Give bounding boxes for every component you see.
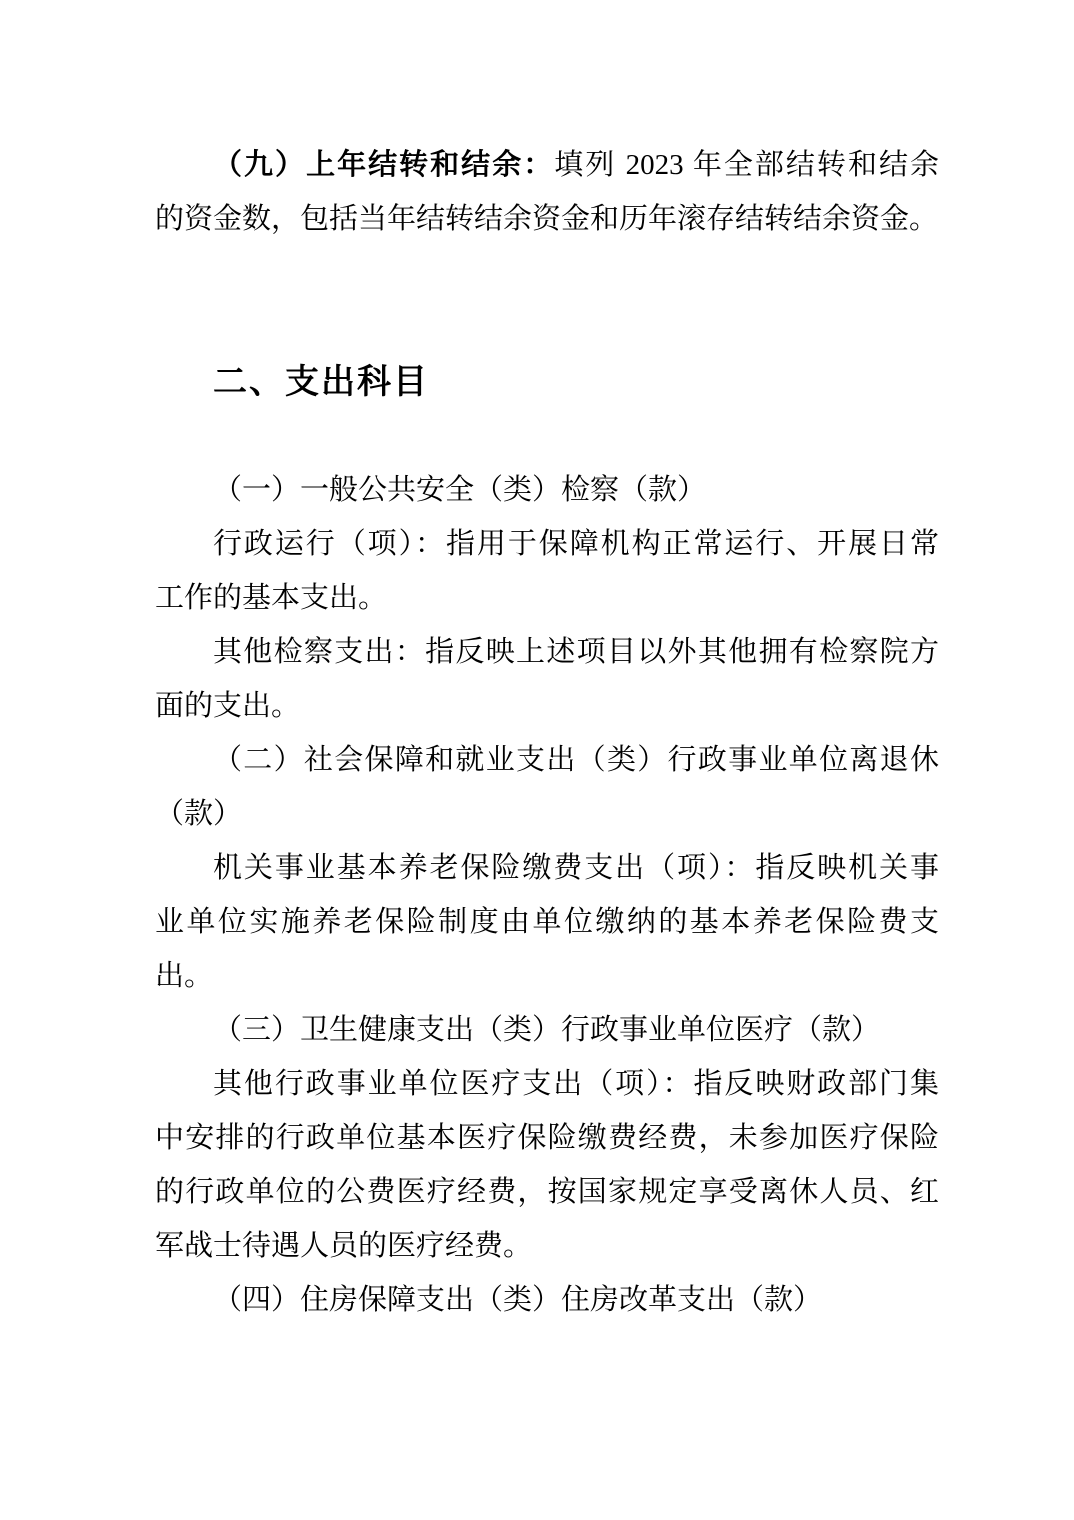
- line-item-2-heading-2: （款）: [155, 798, 243, 830]
- line-other-procuratorial-2: 面的支出。: [155, 690, 301, 722]
- para-carryover-line-1: [155, 138, 939, 192]
- line-item-2-heading-1: （二）社会保障和就业支出（类）行政事业单位离退休: [213, 744, 939, 776]
- line-pension-1: 机关事业基本养老保险缴费支出（项）：指反映机关事: [213, 852, 939, 884]
- section-heading-expenditure-subjects: 二、支出科目: [213, 363, 429, 401]
- para-carryover-lead-bold: （九）上年结转和结余：: [213, 149, 555, 181]
- line-other-procuratorial-1: 其他检察支出：指反映上述项目以外其他拥有检察院方: [213, 636, 939, 668]
- line-pension-3: 出。: [155, 960, 214, 992]
- line-pension-2: 业单位实施养老保险制度由单位缴纳的基本养老保险费支: [155, 906, 939, 938]
- para-carryover-line-2: 的资金数，包括当年结转结余资金和历年滚存结转结余资金。: [155, 203, 939, 235]
- para-carryover-lead-rest: 填列 2023 年全部结转和结余: [554, 149, 939, 181]
- line-admin-operation-2: 工作的基本支出。: [155, 582, 388, 614]
- line-item-1-heading: （一）一般公共安全（类）检察（款）: [213, 474, 707, 506]
- document-body: [155, 138, 939, 1327]
- line-admin-operation-1: 行政运行（项）：指用于保障机构正常运行、开展日常: [213, 528, 939, 560]
- line-medical-2: 中安排的行政单位基本医疗保险缴费经费，未参加医疗保险: [155, 1122, 939, 1154]
- line-medical-4: 军战士待遇人员的医疗经费。: [155, 1230, 533, 1262]
- line-item-4-heading: （四）住房保障支出（类）住房改革支出（款）: [213, 1284, 823, 1316]
- line-medical-1: 其他行政事业单位医疗支出（项）：指反映财政部门集: [213, 1068, 939, 1100]
- line-medical-3: 的行政单位的公费医疗经费，按国家规定享受离休人员、红: [155, 1176, 939, 1208]
- line-item-3-heading: （三）卫生健康支出（类）行政事业单位医疗（款）: [213, 1014, 881, 1046]
